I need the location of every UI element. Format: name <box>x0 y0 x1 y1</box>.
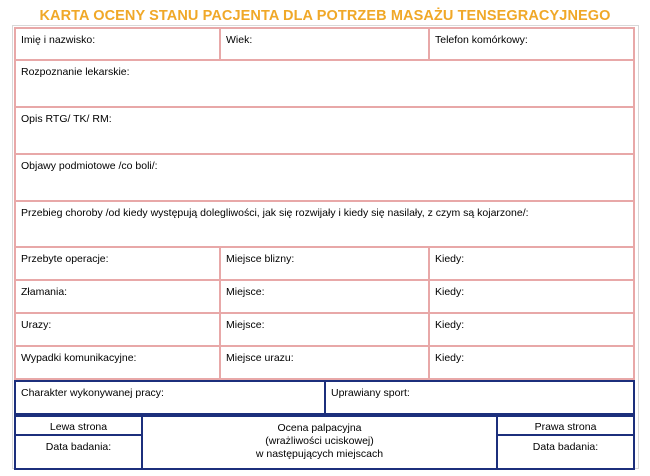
left-side-header <box>14 415 143 436</box>
symptoms-label: Objawy podmiotowe /co boli/: <box>21 160 158 172</box>
phone-field[interactable] <box>428 27 635 61</box>
accidents-label: Wypadki komunikacyjne: <box>21 352 137 364</box>
palpation-subtitle-2: w następujących miejscach <box>255 448 384 460</box>
scar-location-field[interactable] <box>219 246 430 281</box>
diagnosis-field[interactable] <box>14 59 635 108</box>
left-side-label: Lewa strona <box>49 421 108 433</box>
surgeries-field[interactable] <box>14 246 221 281</box>
fractures-label: Złamania: <box>21 286 68 298</box>
left-date-field[interactable] <box>14 434 143 470</box>
fractures-location-field[interactable] <box>219 279 430 314</box>
job-field[interactable] <box>14 380 326 415</box>
imaging-label: Opis RTG/ TK/ RM: <box>21 113 112 125</box>
fractures-when-label: Kiedy: <box>435 286 465 298</box>
accidents-when-field[interactable] <box>428 345 635 380</box>
scar-location-label: Miejsce blizny: <box>226 253 295 265</box>
right-date-label: Data badania: <box>532 441 599 453</box>
palpation-subtitle: (wrażliwości uciskowej) <box>265 435 374 447</box>
name-label: Imię i nazwisko: <box>21 34 96 46</box>
injuries-label: Urazy: <box>21 319 52 331</box>
fractures-location-label: Miejsce: <box>226 286 265 298</box>
accidents-field[interactable] <box>14 345 221 380</box>
surgeries-label: Przebyte operacje: <box>21 253 109 265</box>
form-title: KARTA OCENY STANU PACJENTA DLA POTRZEB MASAŻU TENSEGRACYJNEGO <box>39 8 611 24</box>
injuries-location-field[interactable] <box>219 312 430 347</box>
palpation-center-box <box>141 415 498 470</box>
symptoms-field[interactable] <box>14 153 635 202</box>
age-label: Wiek: <box>226 34 253 46</box>
surgeries-when-field[interactable] <box>428 246 635 281</box>
accidents-when-label: Kiedy: <box>435 352 465 364</box>
course-field[interactable] <box>14 200 635 248</box>
right-side-header <box>496 415 635 436</box>
injuries-field[interactable] <box>14 312 221 347</box>
right-side-label: Prawa strona <box>534 421 597 433</box>
surgeries-when-label: Kiedy: <box>435 253 465 265</box>
palpation-title: Ocena palpacyjna <box>277 422 362 434</box>
sport-label: Uprawiany sport: <box>331 387 410 399</box>
accident-injury-location-label: Miejsce urazu: <box>226 352 294 364</box>
accident-injury-location-field[interactable] <box>219 345 430 380</box>
injuries-when-field[interactable] <box>428 312 635 347</box>
fractures-field[interactable] <box>14 279 221 314</box>
job-label: Charakter wykonywanej pracy: <box>21 387 164 399</box>
course-label: Przebieg choroby /od kiedy występują dolegliwości, jak się rozwijały i kiedy się nasilały, z czym są kojarzone/: <box>21 207 529 219</box>
age-field[interactable] <box>219 27 430 61</box>
sport-field[interactable] <box>324 380 635 415</box>
injuries-location-label: Miejsce: <box>226 319 265 331</box>
right-date-field[interactable] <box>496 434 635 470</box>
fractures-when-field[interactable] <box>428 279 635 314</box>
diagnosis-label: Rozpoznanie lekarskie: <box>21 66 130 78</box>
left-date-label: Data badania: <box>45 441 112 453</box>
name-field[interactable] <box>14 27 221 61</box>
injuries-when-label: Kiedy: <box>435 319 465 331</box>
imaging-field[interactable] <box>14 106 635 155</box>
phone-label: Telefon komórkowy: <box>435 34 528 46</box>
